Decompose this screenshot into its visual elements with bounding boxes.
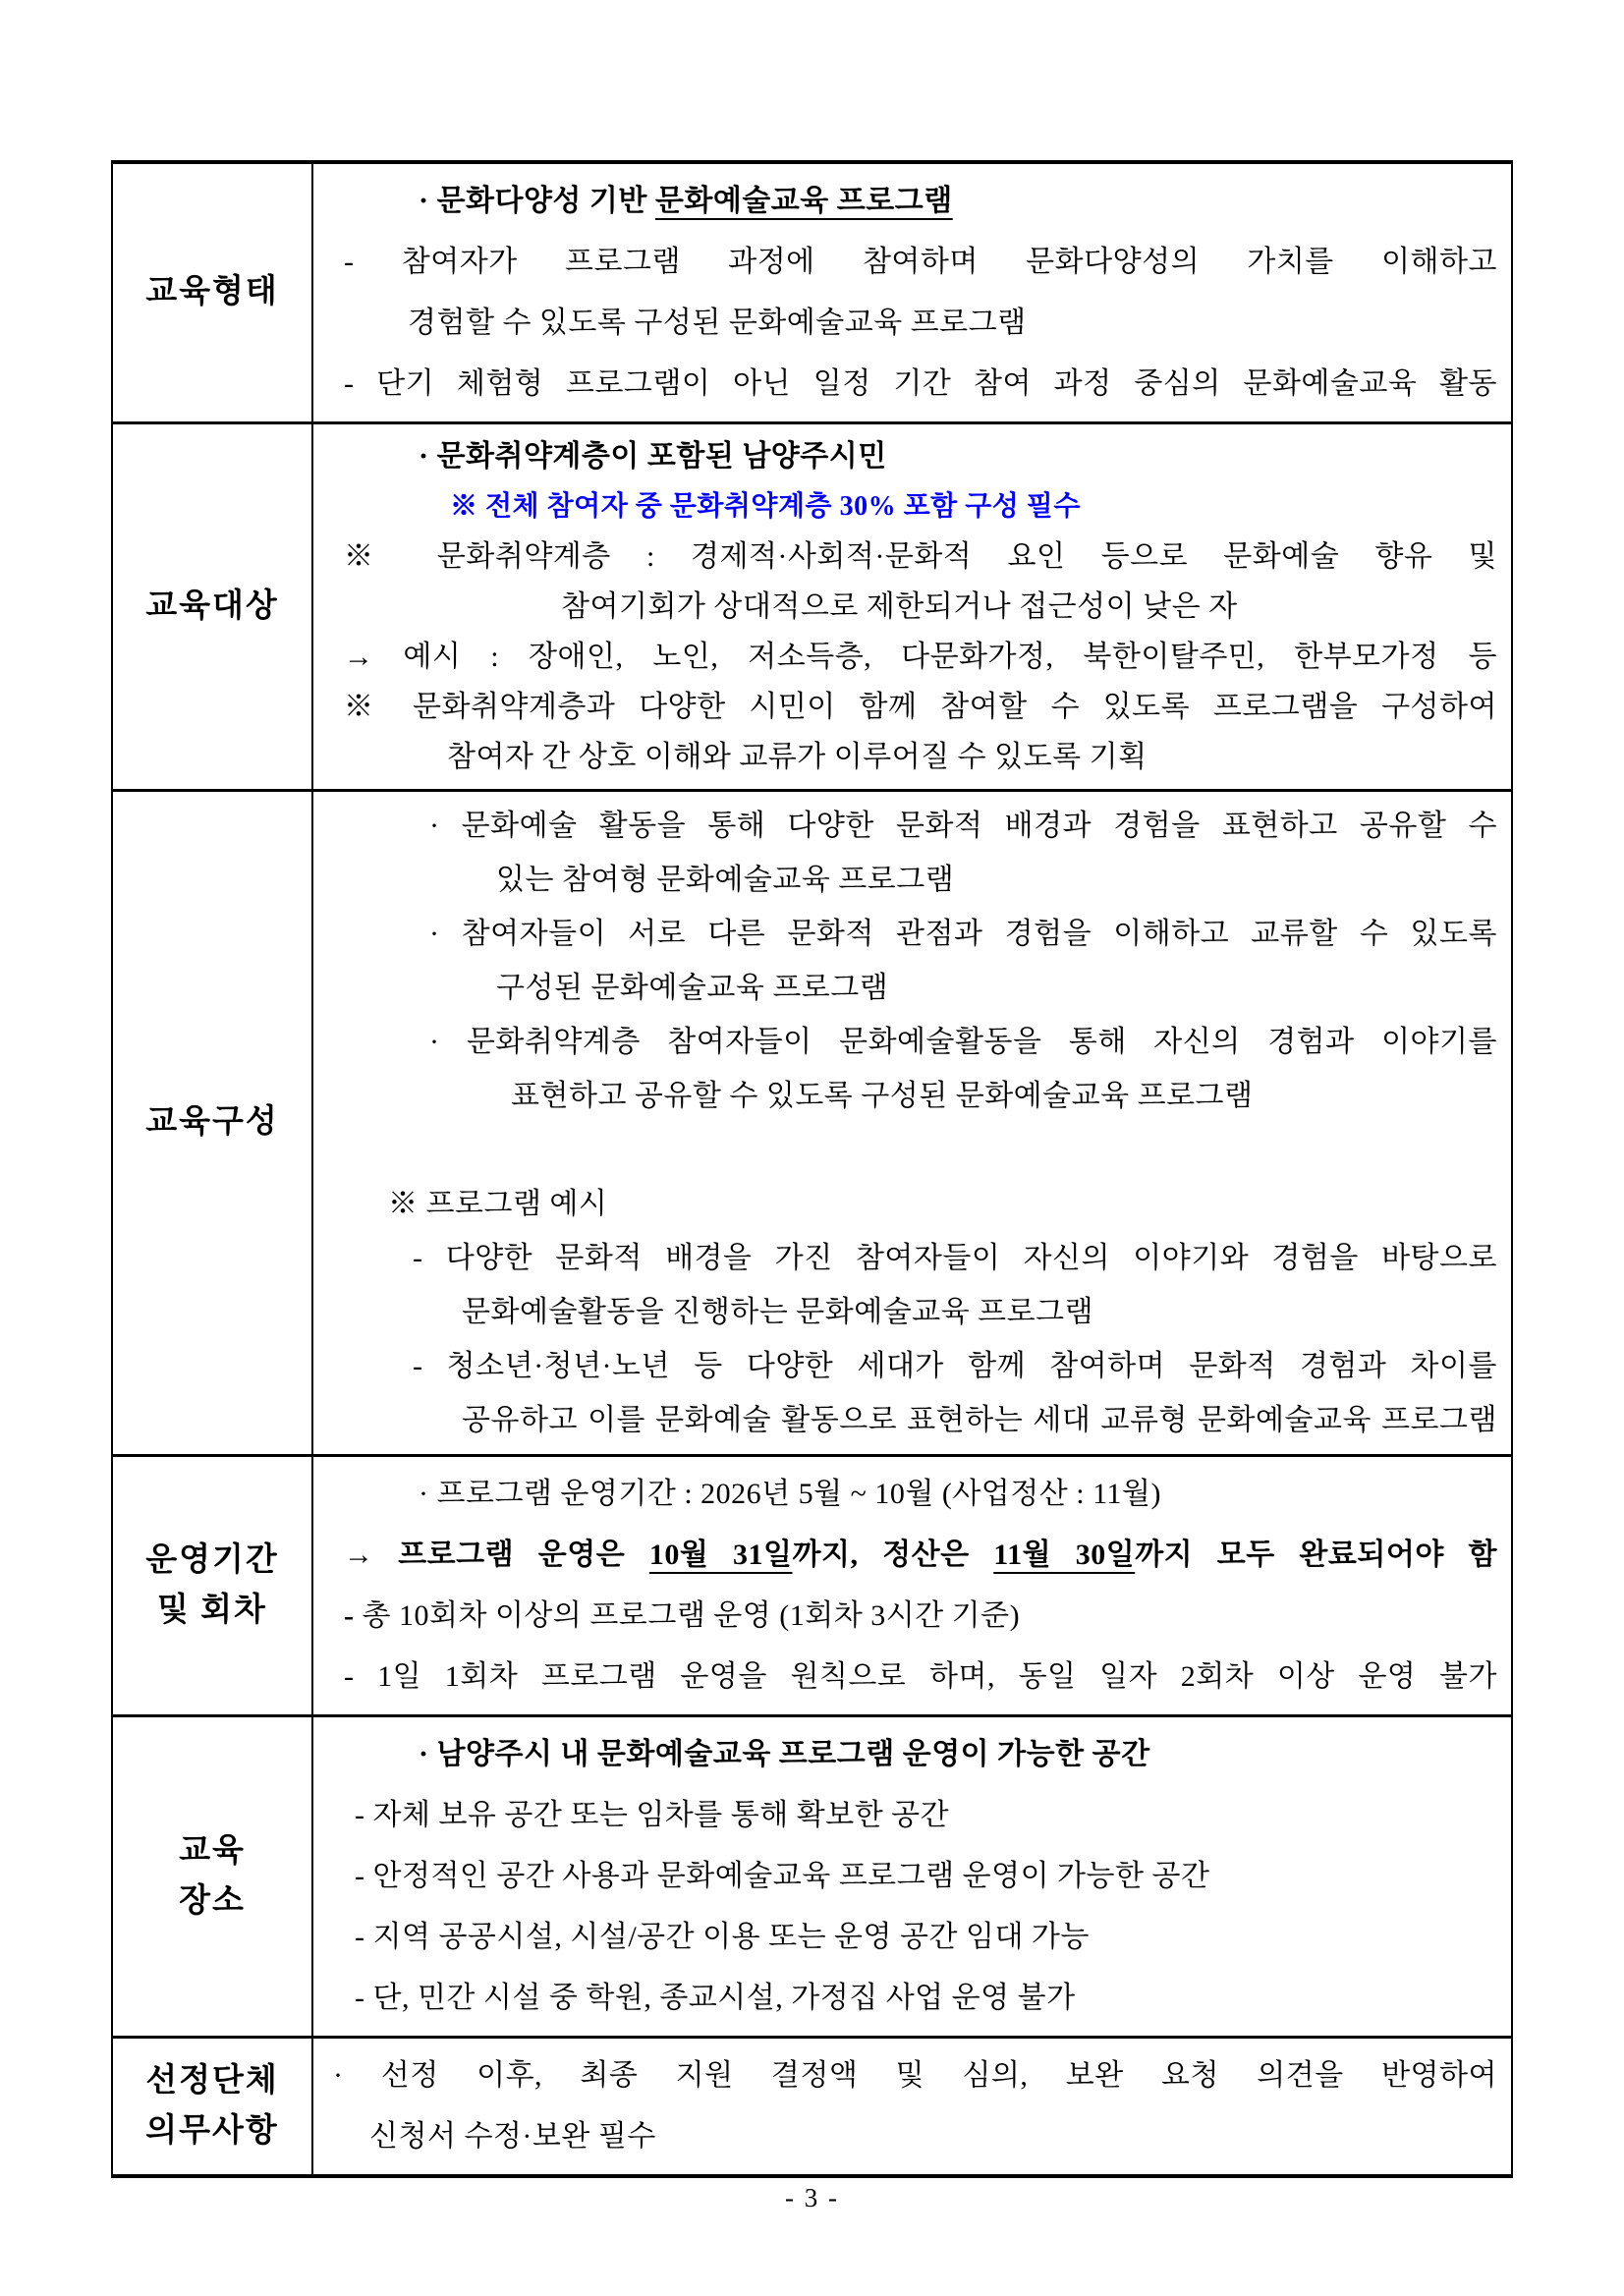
- text-segment: - 1일 1회차 프로그램 운영을 원칙으로 하며, 동일 일자 2회차 이상 운영 불가: [344, 1660, 1497, 1693]
- text-segment: 문화다양성 기반: [436, 185, 655, 217]
- text-segment: ※ 문화취약계층 : 경제적·사회적·문화적 요인 등으로 문화예술 향유 및: [344, 540, 1497, 573]
- text-line: [325, 354, 1497, 415]
- text-segment: · 프로그램 운영기간 : 2026년 5월 ~ 10월 (사업정산 : 11월): [419, 1478, 1161, 1510]
- text-line: [325, 632, 1497, 682]
- text-line: [325, 1907, 1497, 1968]
- text-line: [325, 481, 1497, 532]
- text-segment: - 단, 민간 시설 중 학원, 종교시설, 가정집 사업 운영 불가: [355, 1982, 1076, 2014]
- text-segment: - 지역 공공시설, 시설/공간 이용 또는 운영 공간 임대 가능: [355, 1921, 1090, 1953]
- text-segment: 참여기회가 상대적으로 제한되거나 접근성이 낮은 자: [561, 590, 1238, 623]
- row-content: [313, 164, 1511, 421]
- table-row: [113, 164, 1511, 424]
- row-content: [313, 792, 1511, 1454]
- text-segment: · 문화취약계층 참여자들이 문화예술활동을 통해 자신의 경험과 이야기를: [429, 1026, 1497, 1058]
- text-line: [325, 1586, 1497, 1647]
- text-line: [325, 853, 1497, 907]
- row-content: [313, 424, 1511, 789]
- text-segment: 공유하고 이를 문화예술 활동으로 표현하는 세대 교류형 문화예술교육 프로그램: [462, 1404, 1497, 1436]
- text-line: [325, 1177, 1497, 1231]
- text-line: [325, 1069, 1497, 1123]
- text-segment: 신청서 수정·보완 필수: [369, 2120, 656, 2153]
- text-segment: 까지 모두 완료되어야 함: [1135, 1539, 1497, 1571]
- text-segment: 문화예술활동을 진행하는 문화예술교육 프로그램: [462, 1296, 1094, 1328]
- text-segment: 참여자 간 상호 이해와 교류가 이루어질 수 있도록 기획: [447, 741, 1148, 773]
- text-segment: -: [344, 1599, 363, 1632]
- table-row: [113, 424, 1511, 792]
- text-line: [325, 1724, 1497, 1785]
- text-segment: - 단기 체험형 프로그램이 아닌 일정 기간 참여 과정 중심의 문화예술교육 활동: [344, 367, 1497, 400]
- text-line: [325, 232, 1497, 293]
- text-line: [325, 1231, 1497, 1285]
- text-line: [325, 1968, 1497, 2029]
- text-line: [325, 532, 1497, 582]
- text-segment: · 참여자들이 서로 다른 문화적 관점과 경험을 이해하고 교류할 수 있도록: [429, 918, 1497, 950]
- row-header-text: 교육대상: [145, 588, 279, 624]
- text-segment: 남양주시 내 문화예술교육 프로그램 운영이 가능한 공간: [436, 1738, 1150, 1770]
- text-line: [325, 682, 1497, 732]
- text-line: [325, 2106, 1497, 2167]
- text-segment: → 예시 : 장애인, 노인, 저소득층, 다문화가정, 북한이탈주민, 한부모가정 등: [344, 641, 1497, 673]
- text-line: [325, 1785, 1497, 1846]
- table-row: [113, 792, 1511, 1457]
- row-header-text: 선정단체: [145, 2062, 279, 2099]
- text-segment: ※ 전체 참여자 중 문화취약계층 30% 포함 구성 필수: [450, 491, 1081, 522]
- text-line: [325, 1015, 1497, 1069]
- blank-line: [325, 1123, 1497, 1177]
- text-segment: - 자체 보유 공간 또는 임차를 통해 확보한 공간: [355, 1799, 950, 1831]
- text-segment: 표현하고 공유할 수 있도록 구성된 문화예술교육 프로그램: [511, 1080, 1254, 1112]
- text-line: [325, 2045, 1497, 2106]
- row-header-text: 운영기간: [145, 1541, 279, 1578]
- text-line: [325, 1464, 1497, 1525]
- row-header-text: 교육구성: [145, 1104, 279, 1141]
- table-row: [113, 1457, 1511, 1717]
- row-header-text: 의무사항: [145, 2113, 279, 2149]
- text-segment: → 프로그램 운영은: [344, 1539, 649, 1571]
- row-header: [113, 1457, 313, 1714]
- text-segment: ※ 프로그램 예시: [388, 1188, 608, 1220]
- text-segment: · 문화예술 활동을 통해 다양한 문화적 배경과 경험을 표현하고 공유할 수: [429, 810, 1497, 842]
- program-spec-table: [111, 160, 1513, 2178]
- row-content: [313, 1717, 1511, 2036]
- row-header: [113, 2039, 313, 2174]
- row-header-text: 장소: [179, 1883, 246, 1919]
- text-segment: 11월 30일: [993, 1539, 1136, 1571]
- text-line: [325, 431, 1497, 481]
- row-header-text: 교육: [179, 1832, 246, 1869]
- text-segment: ·: [419, 440, 437, 473]
- text-segment: 까지, 정산은: [792, 1539, 994, 1571]
- text-line: [325, 799, 1497, 853]
- table-row: [113, 1717, 1511, 2039]
- text-segment: 경험할 수 있도록 구성된 문화예술교육 프로그램: [408, 307, 1027, 339]
- text-segment: 총 10회차 이상의 프로그램 운영 (1회차 3시간 기준): [362, 1599, 1021, 1632]
- text-segment: 구성된 문화예술교육 프로그램: [496, 972, 889, 1004]
- row-header: [113, 164, 313, 421]
- text-line: [325, 1846, 1497, 1907]
- text-segment: 문화예술교육 프로그램: [654, 185, 953, 217]
- text-line: [325, 732, 1497, 782]
- text-segment: 있는 참여형 문화예술교육 프로그램: [496, 864, 955, 896]
- text-line: [325, 1393, 1497, 1447]
- text-segment: - 청소년·청년·노년 등 다양한 세대가 함께 참여하며 문화적 경험과 차이를: [413, 1350, 1497, 1382]
- row-content: [313, 2039, 1511, 2174]
- text-segment: ·: [419, 1738, 437, 1770]
- text-segment: ·: [419, 185, 437, 217]
- text-segment: 문화취약계층이 포함된 남양주시민: [436, 440, 887, 473]
- row-header: [113, 424, 313, 789]
- text-segment: - 안정적인 공간 사용과 문화예술교육 프로그램 운영이 가능한 공간: [355, 1860, 1210, 1892]
- text-line: [325, 907, 1497, 961]
- page-number: - 3 -: [785, 2183, 839, 2212]
- text-segment: - 다양한 문화적 배경을 가진 참여자들이 자신의 이야기와 경험을 바탕으로: [413, 1242, 1497, 1274]
- table-row: [113, 2039, 1511, 2174]
- row-header-text: 교육형태: [145, 274, 279, 310]
- text-line: [325, 961, 1497, 1015]
- text-line: [325, 293, 1497, 354]
- text-line: [325, 1285, 1497, 1339]
- text-segment: ※ 문화취약계층과 다양한 시민이 함께 참여할 수 있도록 프로그램을 구성하여: [344, 691, 1497, 723]
- text-line: [325, 1339, 1497, 1393]
- row-content: [313, 1457, 1511, 1714]
- text-line: [325, 582, 1497, 632]
- text-segment: · 선정 이후, 최종 지원 결정액 및 심의, 보완 요청 의견을 반영하여: [333, 2059, 1497, 2092]
- text-segment: 10월 31일: [648, 1539, 793, 1571]
- text-line: [325, 1647, 1497, 1708]
- text-line: [325, 1525, 1497, 1586]
- text-segment: - 참여자가 프로그램 과정에 참여하며 문화다양성의 가치를 이해하고: [344, 246, 1497, 278]
- text-line: [325, 171, 1497, 232]
- row-header-text: 및 회차: [157, 1593, 267, 1628]
- row-header: [113, 792, 313, 1454]
- row-header: [113, 1717, 313, 2036]
